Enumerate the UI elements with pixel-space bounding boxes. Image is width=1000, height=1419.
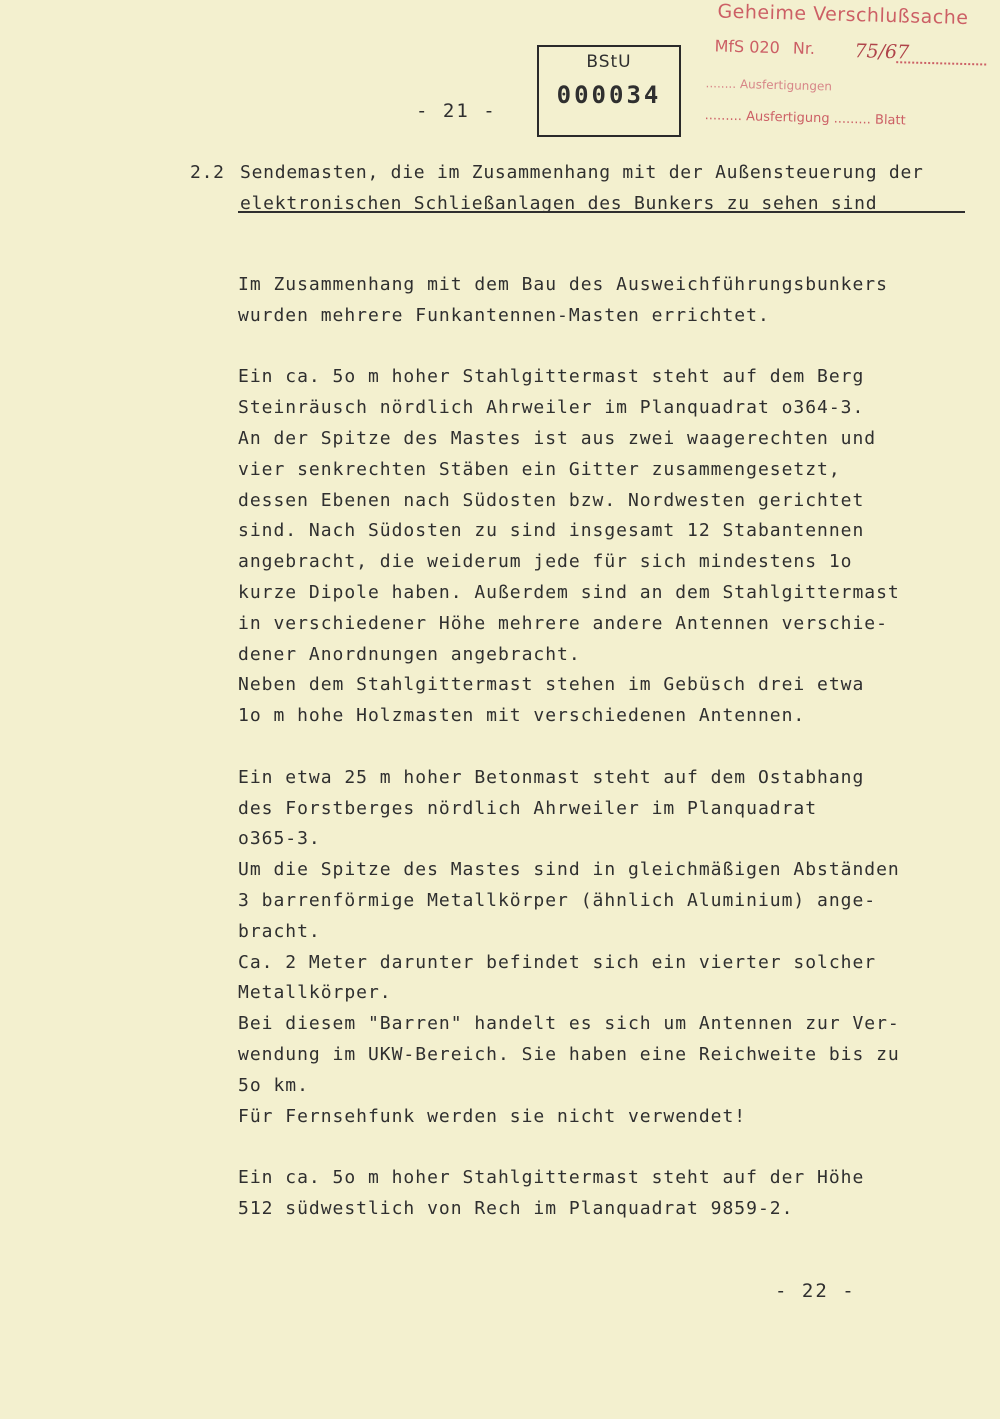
- text-line: dessen Ebenen nach Südosten bzw. Nordwesten gerichtet: [238, 489, 865, 511]
- stamp-number: 75/67: [854, 40, 910, 64]
- stamp-dotted-line: [896, 61, 986, 65]
- archive-stamp-box: [537, 45, 681, 137]
- page-number-bottom: - 22 -: [775, 1280, 856, 1302]
- text-line: wurden mehrere Funkantennen-Masten errichtet.: [238, 304, 770, 326]
- text-line: dener Anordnungen angebracht.: [238, 643, 581, 665]
- section-number: 2.2: [190, 162, 225, 183]
- section-heading: [190, 157, 924, 219]
- paragraph: [238, 270, 900, 332]
- text-line: Für Fernsehfunk werden sie nicht verwendet!: [238, 1105, 747, 1127]
- text-line: angebracht, die weiderum jede für sich mindestens 1o: [238, 551, 853, 573]
- archive-label: BStU: [586, 52, 632, 72]
- text-line: sind. Nach Südosten zu sind insgesamt 12 Stabantennen: [238, 520, 865, 542]
- text-line: Ein ca. 5o m hoher Stahlgittermast steht auf der Höhe: [238, 1167, 865, 1189]
- section-title-line1: Sendemasten, die im Zusammenhang mit der Außensteuerung der: [240, 162, 924, 183]
- stamp-registry-line: [714, 36, 815, 58]
- stamp-registry: MfS 020: [714, 36, 781, 58]
- text-line: Bei diesem "Barren" handelt es sich um Antennen zur Ver-: [238, 1013, 900, 1035]
- text-line: Ein ca. 5o m hoher Stahlgittermast steht auf dem Berg: [238, 366, 865, 388]
- page-number-top: - 21 -: [416, 100, 497, 122]
- text-line: wendung im UKW-Bereich. Sie haben eine Reichweite bis zu: [238, 1043, 900, 1065]
- text-line: 3 barrenförmige Metallkörper (ähnlich Aluminium) ange-: [238, 889, 877, 911]
- text-line: des Forstberges nördlich Ahrweiler im Planquadrat: [238, 797, 818, 819]
- text-line: o365-3.: [238, 828, 321, 850]
- text-line: Neben dem Stahlgittermast stehen im Gebüsch drei etwa: [238, 674, 865, 696]
- archive-number: 000034: [556, 81, 662, 109]
- text-line: Ca. 2 Meter darunter befindet sich ein vierter solcher: [238, 951, 877, 973]
- paragraph: [238, 763, 900, 1133]
- section-title-line2: elektronischen Schließanlagen des Bunkers zu sehen sind: [240, 193, 878, 214]
- text-line: vier senkrechten Stäben ein Gitter zusammengesetzt,: [238, 458, 841, 480]
- text-line: Um die Spitze des Mastes sind in gleichmäßigen Abständen: [238, 859, 900, 881]
- text-line: Im Zusammenhang mit dem Bau des Ausweichführungsbunkers: [238, 274, 888, 295]
- heading-underline: [238, 211, 965, 213]
- text-line: An der Spitze des Mastes ist aus zwei waagerechten und: [238, 427, 877, 449]
- text-line: Steinräusch nördlich Ahrweiler im Planquadrat o364-3.: [238, 397, 865, 419]
- text-line: kurze Dipole haben. Außerdem sind an dem Stahlgittermast: [238, 581, 900, 603]
- stamp-copies: ........ Ausfertigungen: [705, 76, 833, 94]
- text-line: 1o m hohe Holzmasten mit verschiedenen Antennen.: [238, 705, 806, 727]
- text-line: bracht.: [238, 920, 321, 942]
- stamp-number-prefix: Nr.: [792, 38, 816, 59]
- classification-stamp: [704, 0, 998, 144]
- text-line: 512 südwestlich von Rech im Planquadrat 9859-2.: [238, 1197, 794, 1219]
- stamp-title: Geheime Verschlußsache: [717, 0, 969, 30]
- text-line: in verschiedener Höhe mehrere andere Antennen verschie-: [238, 612, 888, 634]
- paragraph: [238, 362, 900, 732]
- text-line: Metallkörper.: [238, 982, 392, 1004]
- stamp-copy-sheet: ......... Ausfertigung ......... Blatt: [704, 108, 906, 129]
- body-text: [238, 270, 900, 1256]
- text-line: 5o km.: [238, 1074, 309, 1096]
- text-line: Ein etwa 25 m hoher Betonmast steht auf dem Ostabhang: [238, 766, 865, 788]
- paragraph: [238, 1163, 900, 1225]
